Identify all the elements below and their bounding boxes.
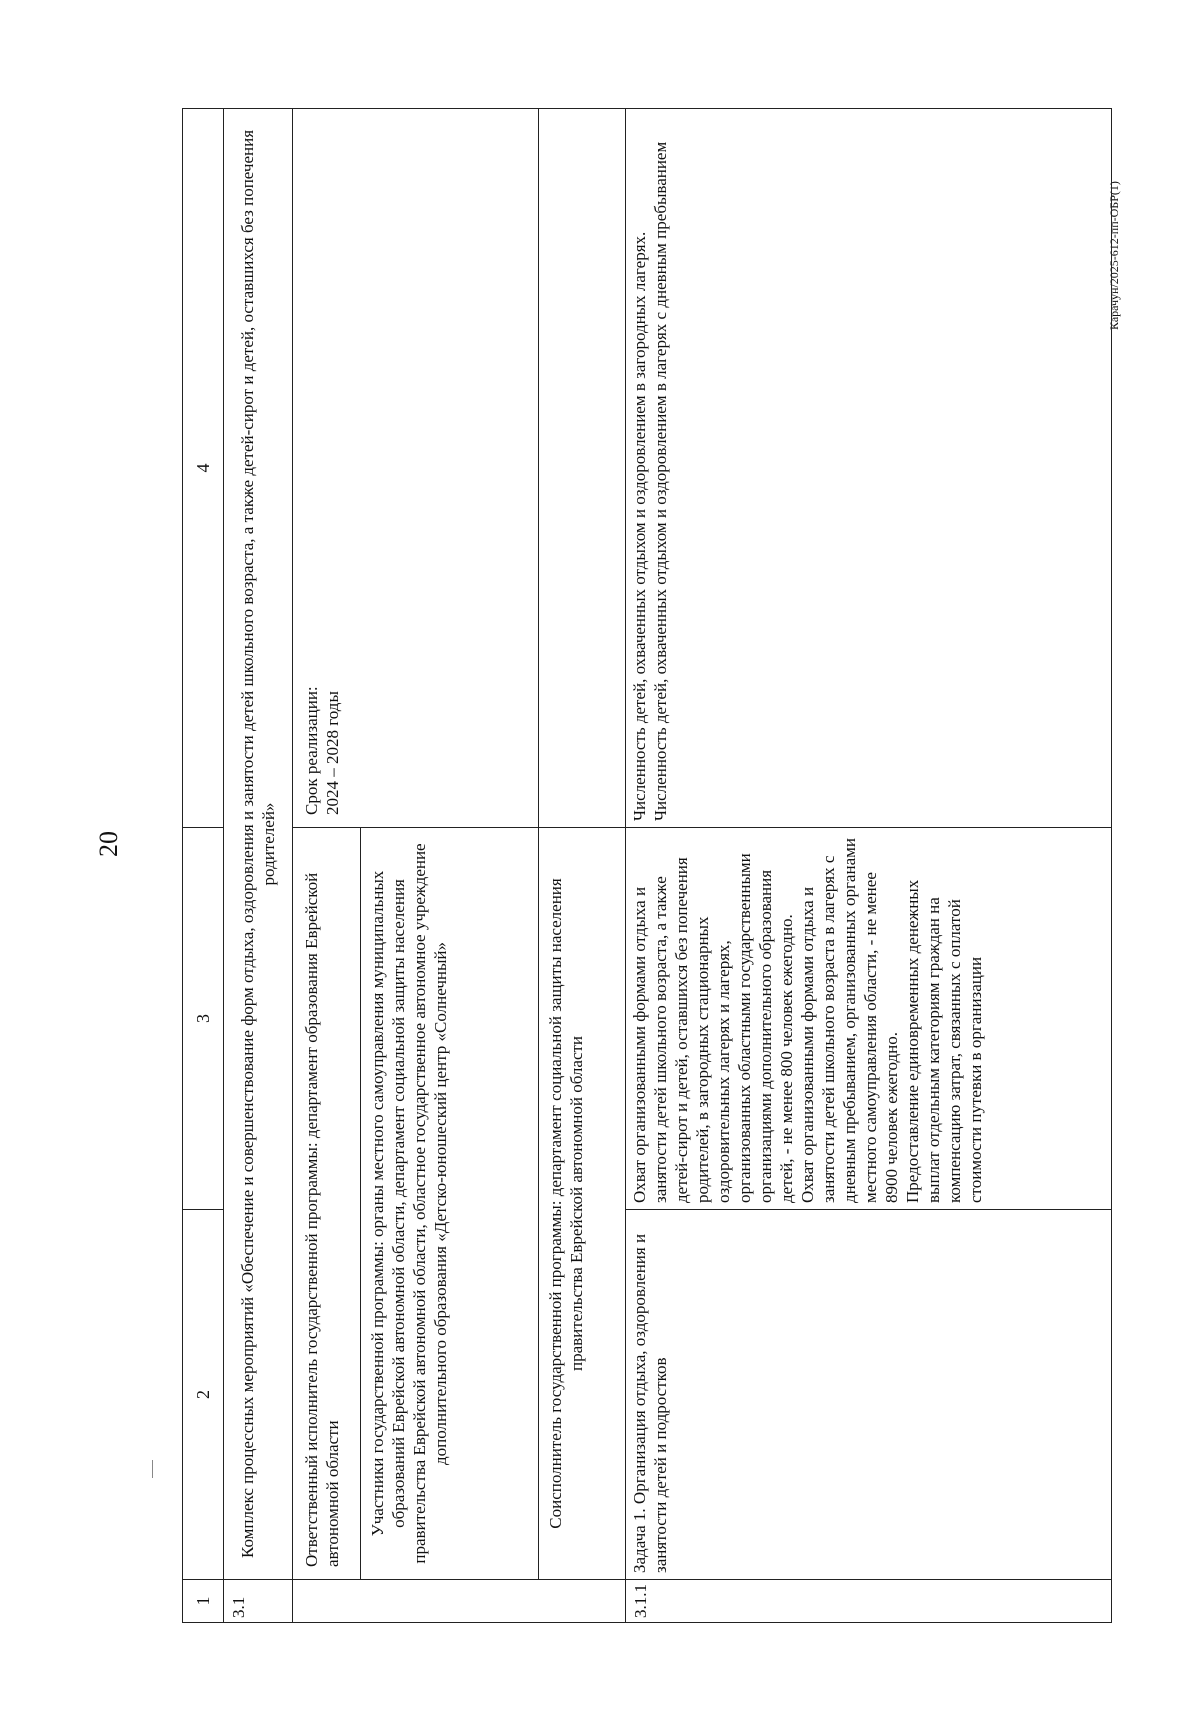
section-row <box>224 109 293 1623</box>
section-title: Комплекс процессных мероприятий «Обеспечение и совершенствование форм отдыха, оздоровления и занятости детей школьного возраста, а также детей-сирот и детей, оставшихся без попечения родителей» <box>224 109 293 1580</box>
indicator-item: Численность детей, охваченных отдыхом и оздоровлением в загородных лагерях. <box>630 231 649 821</box>
header-row <box>183 109 224 1623</box>
effect-item: Охват организованными формами отдыха и занятости детей школьного возраста в лагерях с дневным пребыванием, организованных органами местного самоуправления области, - не менее 8900 человек ежегодно. <box>798 838 901 1203</box>
co-executor-row <box>539 109 626 1623</box>
task-number: 3.1.1 <box>626 1580 1112 1623</box>
responsible-row <box>293 109 361 1623</box>
indicator-item: Численность детей, охваченных отдыхом и оздоровлением в лагерях с дневным пребыванием <box>651 141 670 821</box>
header-col-2: 2 <box>183 1210 224 1580</box>
header-col-4: 4 <box>183 109 224 828</box>
responsible-executor: Ответственный исполнитель государственной программы: департамент образования Еврейской автономной области <box>293 828 361 1580</box>
effect-item: Охват организованными формами отдыха и занятости детей школьного возраста, а также детей-сирот и детей, оставшихся без попечения родителей, в загородных стационарных оздоровительных лагерях и лагерях, организованных областными государственными организациями дополнительного образования детей, - не менее 800 человек ежегодно. <box>630 853 796 1203</box>
page-number: 20 <box>94 831 123 857</box>
effect-item: Предоставление единовременных денежных выплат отдельным категориям граждан на компенсацию затрат, связанных с оплатой стоимости путевки в организации <box>903 879 985 1203</box>
task-indicators <box>626 109 1112 828</box>
document-code: Карачун/2025-612-пп-ОБР(1) <box>1107 181 1121 330</box>
participants: Участники государственной программы: органы местного самоуправления муниципальных образований Еврейской автономной области, департамент социальной защиты населения правительства Еврейской автономной области, областное государственное автономное учреждение дополнительного образования «Детско-юношеский центр «Солнечный» <box>361 828 539 1580</box>
header-col-1: 1 <box>183 1580 224 1623</box>
task-row <box>626 109 1112 1623</box>
co-executor: Соисполнитель государственной программы: департамент социальной защиты населения правительства Еврейской автономной области <box>539 828 626 1580</box>
empty-cell <box>539 1580 626 1623</box>
term-label: Срок реализации: <box>302 686 321 815</box>
term-years: 2024 – 2028 годы <box>323 691 342 815</box>
task-title: Задача 1. Организация отдыха, оздоровления и занятости детей и подростков <box>626 1210 1112 1580</box>
term-cell <box>293 109 539 828</box>
section-number: 3.1 <box>224 1580 293 1623</box>
empty-cell <box>539 109 626 828</box>
empty-cell <box>361 1580 539 1623</box>
rotated-table-wrapper <box>182 109 1112 1623</box>
margin-mark <box>152 1460 153 1478</box>
task-effects <box>626 828 1112 1210</box>
header-col-3: 3 <box>183 828 224 1210</box>
empty-cell <box>293 1580 361 1623</box>
program-table <box>182 108 1112 1623</box>
